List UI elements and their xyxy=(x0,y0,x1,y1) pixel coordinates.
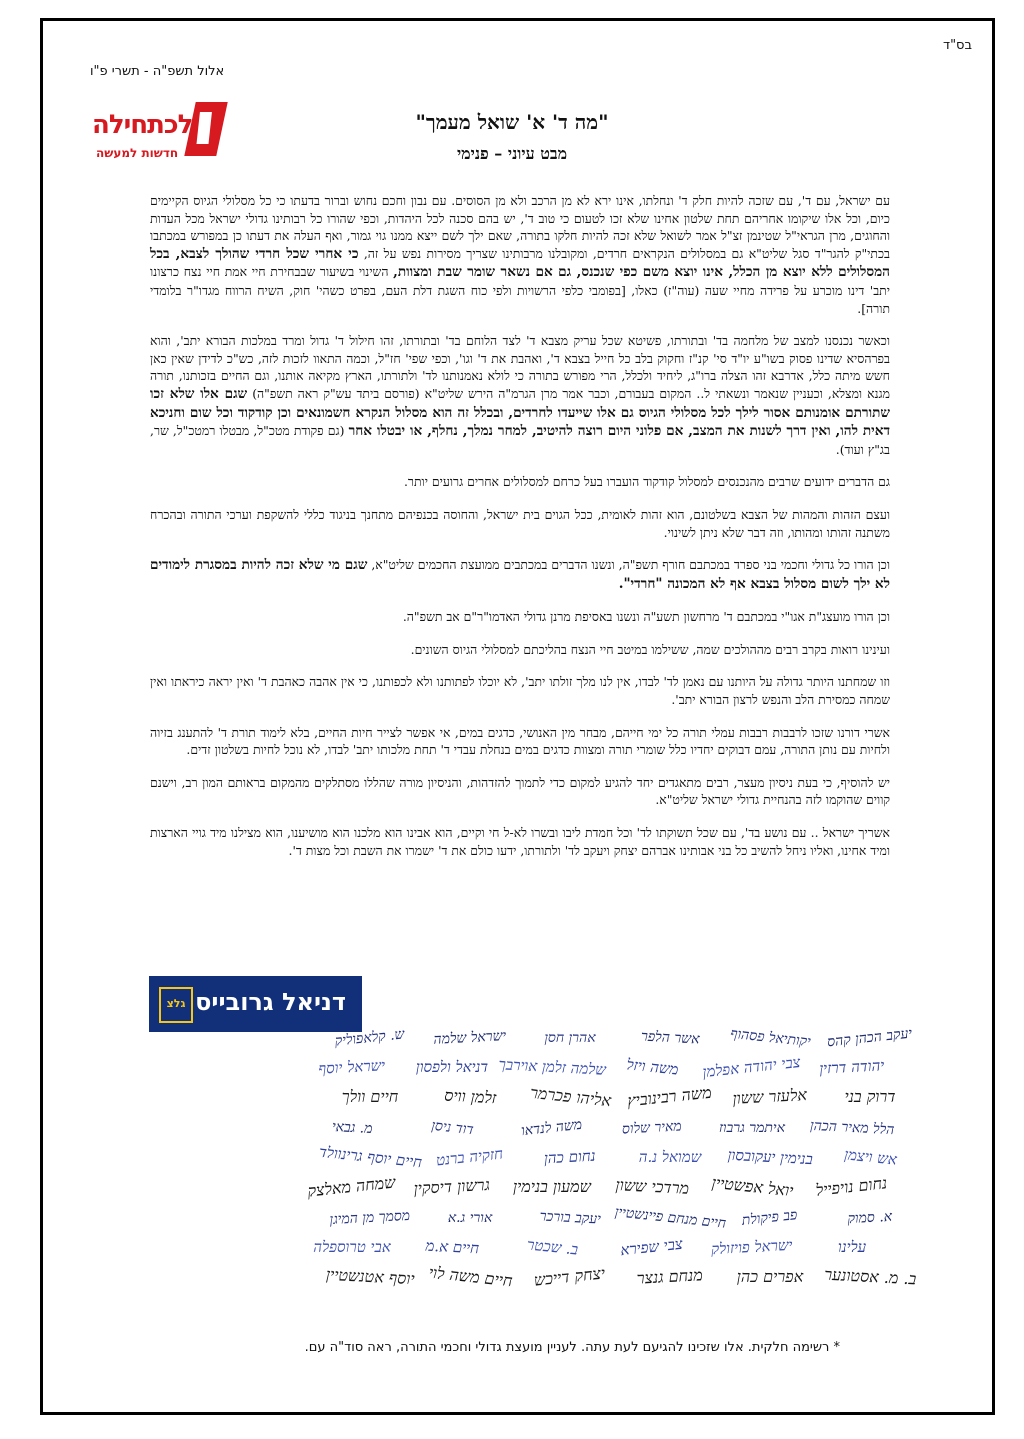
signature: חיים משה לוי xyxy=(427,1262,514,1291)
signature: יעקב הכהן קהס xyxy=(826,1025,913,1051)
signature: צבי שפירא xyxy=(619,1234,684,1260)
signature: ב. מ. אסטונער xyxy=(823,1264,917,1289)
footnote: * רשימה חלקית. אלו שזכינו להגיעם לעת עתה. לעניין מועצת גדולי וחכמי התורה, ראה סוד"ה עם. xyxy=(304,1340,840,1355)
paragraph-emphasis: כי אחרי שכל חרדי שהולך לצבא, בכל המסלולים ללא יוצא מן הכלל, אינו יוצא משם כפי שנכנס, גם אם נשאר שומר שבת ומצוות, xyxy=(150,245,890,281)
signature: דוד ניסן xyxy=(430,1117,475,1139)
paragraph-text: וכן הורו מועצג"ת אגו"י במכתבם ד' מרחשון תשע"ה ונשנו באסיפת מרנן גדולי האדמו"ר"ם אב תשפ"ה. xyxy=(402,609,890,625)
signature: חיים מנחם פיינשטיין xyxy=(614,1204,727,1232)
dateline: אלול תשפ"ה - תשרי פ"ו xyxy=(90,64,225,79)
paragraph xyxy=(150,556,890,593)
paragraph-text: יש להוסיף, כי בעת ניסיון מעצר, רבים מתאגדים יחד להגיע למקום כדי לתמוך להזדהות, והניסיון מורה שהללו מסתלקים מהמקום בראותם המון רב, וישנם קווים שהוקמו לזה בהנחיית גדולי ישראל שליט"א. xyxy=(150,774,890,808)
paragraph-text: וזו שמחתנו היותר גדולה על היותנו עם נאמן לד' לבדו, אין לנו מלך זולתו יתב', לא יוכלו לפתותנו ולא לכפותנו, כי אין אהבה כאהבת ד' ואין יראה כיראתו ואין שמחה כמסירת הלב והנפש לרצון הבורא יתב'. xyxy=(150,674,890,708)
signature: משה ויזל xyxy=(625,1055,680,1079)
paragraph-text: אשריך ישראל .. עם נושע בד', עם שכל תשוקתו לד' וכל חמדת ליבו ובשרו לא-ל חי וקיים, הוא אבינו הוא מלכנו הוא מושיענו, הוא מצילנו מיד גויי הארצות ומיד אחינו, ואליו ניחל להשיב כל בני אבותינו אברהם יצחק ויעקב לד' ולתורתו, ידעו כולם את ד' ישמרו את השבת וכל מצות ד'. xyxy=(150,825,890,858)
signature: ישראל פויזולק xyxy=(710,1235,793,1259)
signature: יצחק דייכש xyxy=(532,1263,606,1290)
page-title: "מה ד' א' שואל מעמך" xyxy=(415,110,609,134)
paragraph xyxy=(150,506,890,541)
logo-subtext: חדשות למעשה xyxy=(96,146,179,160)
signature: חיים יוסף גרינוולד xyxy=(318,1142,423,1172)
signature: א. סמוק xyxy=(847,1208,893,1228)
paragraph-text: גם הדברים ידועים שרבים מהנכנסים למסלול קודקוד הועברו בעל כרחם למסלולים אחרים גרועים יותר. xyxy=(403,474,890,490)
paragraph-text: ועצם הזהות והמהות של הצבא בשלטונם, הוא זהות לאומית, ככל הגוים בית ישראל, והחוסה בכנפיהם מתחנך בניגוד כללי להשקפת וערכי התורה ובהכרח משתנה זהותו ומהותו, וזה דבר שלא ניתן לשינוי. xyxy=(150,506,890,540)
signature: משה לנדאו xyxy=(520,1116,583,1140)
signature: דניאל ולפסון xyxy=(415,1058,489,1076)
page-subtitle: מבט עיוני – פנימי xyxy=(456,144,568,163)
signature: יהודה דרזין xyxy=(818,1056,885,1078)
signature: שמעון בנימין xyxy=(513,1177,591,1196)
signature: חיים וולך xyxy=(341,1087,399,1106)
paragraph xyxy=(150,192,890,317)
paragraph xyxy=(150,724,890,759)
signatures-area xyxy=(70,1020,950,1310)
signature: יעקב בורכר xyxy=(539,1208,602,1228)
signature: אשר הלפר xyxy=(640,1028,700,1048)
paragraph xyxy=(150,641,890,659)
signature: שמחה מאלצק xyxy=(306,1172,397,1201)
signature: אליהו פכרמר xyxy=(529,1082,612,1111)
paragraph-text: אשרי דורנו שזכו לרבבות רבבות עמלי תורה כל ימי חייהם, מבחר מין האנושי, כדגים במים, אי אפשר לצייר חיות החיים, בלא לימוד תורת ד' להתענג בזיוה ולחיות עם נותן התורה, עמם דבוקים יחדיו כלל שומרי תורה ומצוות כדגים במים בנחלת עבדי ד' תחת מלכותו יתב' לבדו, לא נוכל לחיות בשלטון זדים. xyxy=(150,724,890,758)
paragraph xyxy=(150,774,890,809)
signature: הלל מאיר הכהן xyxy=(809,1117,895,1139)
signature: נחום נויפייל xyxy=(814,1173,889,1200)
signature: מאיר שלוס xyxy=(621,1118,683,1138)
signature: גרשון דיסקין xyxy=(413,1175,491,1198)
signature: ש. קלאפוליק xyxy=(333,1026,406,1050)
signature: ישראל שלמה xyxy=(433,1028,507,1048)
signature: אבי טרוספלה xyxy=(313,1238,391,1256)
paragraph xyxy=(150,824,890,859)
signature: מסמך מן המיגן xyxy=(329,1207,411,1229)
paragraph-text: וכאשר נכנסנו למצב של מלחמה בד' ובתורתו, פשיטא שכל עריק מצבא ד' לצד הלוחם בד' ובתורתו, זהו חילול ד' גדול ומרד במלכות הבורא יתב', והוא בפרהסיא שדינו פסוק בשו"ע יו"ד סי' קנ"ז וחקוק בלב כל חייל בצבא ד', ואהבת את ד' וגו', וכפי שפי' חז"ל, וכמה התאוו לזכות לזה, כש"כ לדידן שאין כאן חשש מיתה כלל, אדרבא זהו הצלה ברו"ג, ליחיד ולכלל, הרי מפורש בתורה כי לולא נאמנותנו לד' ולתורתו, הארץ מקיאה אותנו, וגם החיים בזכותנו, תורה מגנא ומצלא, וכעניין שנאמר ונשאתי ל.. המקום בעבורם, וכבר אמר מרן הגרמ"ה הירש שליט"א (פורסם ביתד עש"ק ראה תשפ"ה) xyxy=(150,333,890,401)
banner-logo-icon: גלצ xyxy=(159,987,193,1023)
signature: יקותיאל פסהוף xyxy=(729,1025,812,1051)
signature: משה רבינוביץ xyxy=(626,1082,713,1111)
signature: דרוק בני xyxy=(844,1087,896,1106)
paragraph-text: עם ישראל, עם ד', עם שזכה להיות חלק ד' ונחלתו, אינו ירא לא מן הרכב ולא מן הסוסים. עם נבון וחכם נחוש וברור בדעתו כי כל מסלולי הגיוס הקיימים כיום, וכל אלו שיקומו אחריהם תחת שלטון אחינו שלא זכו לטעום כי טוב ד', יש בהם סכנה לכל היהדות, וכפי שהורו כל רבותינו גדולי ישראל מכל העדות והחוגים, מרן הגראי"ל שטינמן זצ"ל אמר לשואל שלא זכה להיות חלקו בתורה, שאם ילך לשם ייצא ממנו גוי גמור, ואף העלה את דעתו כן במפורש במכתבו בכתי"ק להגר"ד סגל שליט"א גם במסלולים הנקראים חרדים, ומקובלנו מרבותינו שצריך מסירות נפש על זה, xyxy=(150,193,891,261)
signature: עלינו xyxy=(837,1238,867,1256)
signature: אפרים כהן xyxy=(736,1267,804,1286)
signature: פב פיקולת xyxy=(741,1207,799,1229)
signature: ב. שכטר xyxy=(526,1235,579,1259)
signature: אש ויצמן xyxy=(843,1145,898,1169)
signature: זלמן וויס xyxy=(443,1085,497,1108)
paragraph-text: ועינינו רואות בקרב רבים מההולכים שמה, ששילמו במיטב חיי הנצח בהליכתם למסלולי הגיוס השונים. xyxy=(410,641,890,657)
paragraph-text: וכן הורו כל גדולי וחכמי בני ספרד במכתבם חורף תשפ"ה, ונשנו הדברים במכתבים ממועצת החכמים שליט"א, xyxy=(367,557,890,573)
signature: בנימין יעקובסון xyxy=(727,1145,814,1169)
signature: צבי יהודה אפלמן xyxy=(701,1052,802,1082)
paragraph-text: (גם פקודת מטכ"ל, מבטלו רמטכ"ל, שר, בג"ץ ועוד). xyxy=(150,423,890,457)
signature: שמואל נ.ה xyxy=(638,1148,702,1166)
signature: חזקיה ברנט xyxy=(435,1144,504,1170)
signature: איתמר גרבוז xyxy=(719,1120,785,1136)
signature: מרדכי ששון xyxy=(615,1175,690,1198)
paragraph-emphasis: שגם מי שלא זכה להיות במסגרת לימודים לא ילך לשום מסלול בצבא אף לא המכונה "חרדי". xyxy=(150,557,890,592)
letter-body xyxy=(150,192,890,874)
paragraph-emphasis: שגם אלו שלא זכו שתורתם אומנותם אסור לילך לכל מסלולי הגיוס גם אלו שייעדו לחרדים, ובכלל זה הוא מסלול הנקרא חשמונאים וכן קודקוד וכל שום וחניכא דאית להו, ואין דרך לשנות את המצב, אם פלוני היום רוצה להיטיב, למחר נמלך, נחלף, או יבטלו אחר xyxy=(150,385,890,440)
paragraph xyxy=(150,673,890,708)
bsd-mark: בס"ד xyxy=(942,38,972,53)
logo-text: לכתחילה xyxy=(92,110,193,140)
signature: מ. גבאי xyxy=(331,1118,373,1138)
paragraph xyxy=(150,332,890,458)
banner-name: דניאל גרובייס xyxy=(195,988,346,1016)
signature: שלמה זלמן אוירבך xyxy=(498,1055,607,1079)
signature: יואל אפשטיין xyxy=(710,1172,795,1201)
signature: מנחם גנצר xyxy=(636,1265,704,1288)
signature: אלעזר ששון xyxy=(732,1085,808,1108)
signature: יוסף אטנשטיין xyxy=(325,1264,416,1289)
paragraph xyxy=(150,608,890,626)
paragraph xyxy=(150,473,890,491)
signature: אהרן חסן xyxy=(544,1030,596,1046)
paragraph-text: השינוי בשיעור שבבחירת חיי אמת חיי נצח כרצונו יתב' דינו מוכרע על פרידה מחיי שעה (עוה"ז) כאלו, [בפומבי כלפי הרשויות ולפי כוח השגת דלת העם, בפרט כשהי' חוק, השיח הרווח מגדו"ר בלומדי תורה]. xyxy=(150,264,890,316)
signature: אורי ג.א xyxy=(447,1210,493,1226)
signature: ישראל יוסף xyxy=(317,1056,386,1078)
signature: חיים א.מ xyxy=(425,1236,480,1258)
signature: נחום כהן xyxy=(543,1146,597,1168)
